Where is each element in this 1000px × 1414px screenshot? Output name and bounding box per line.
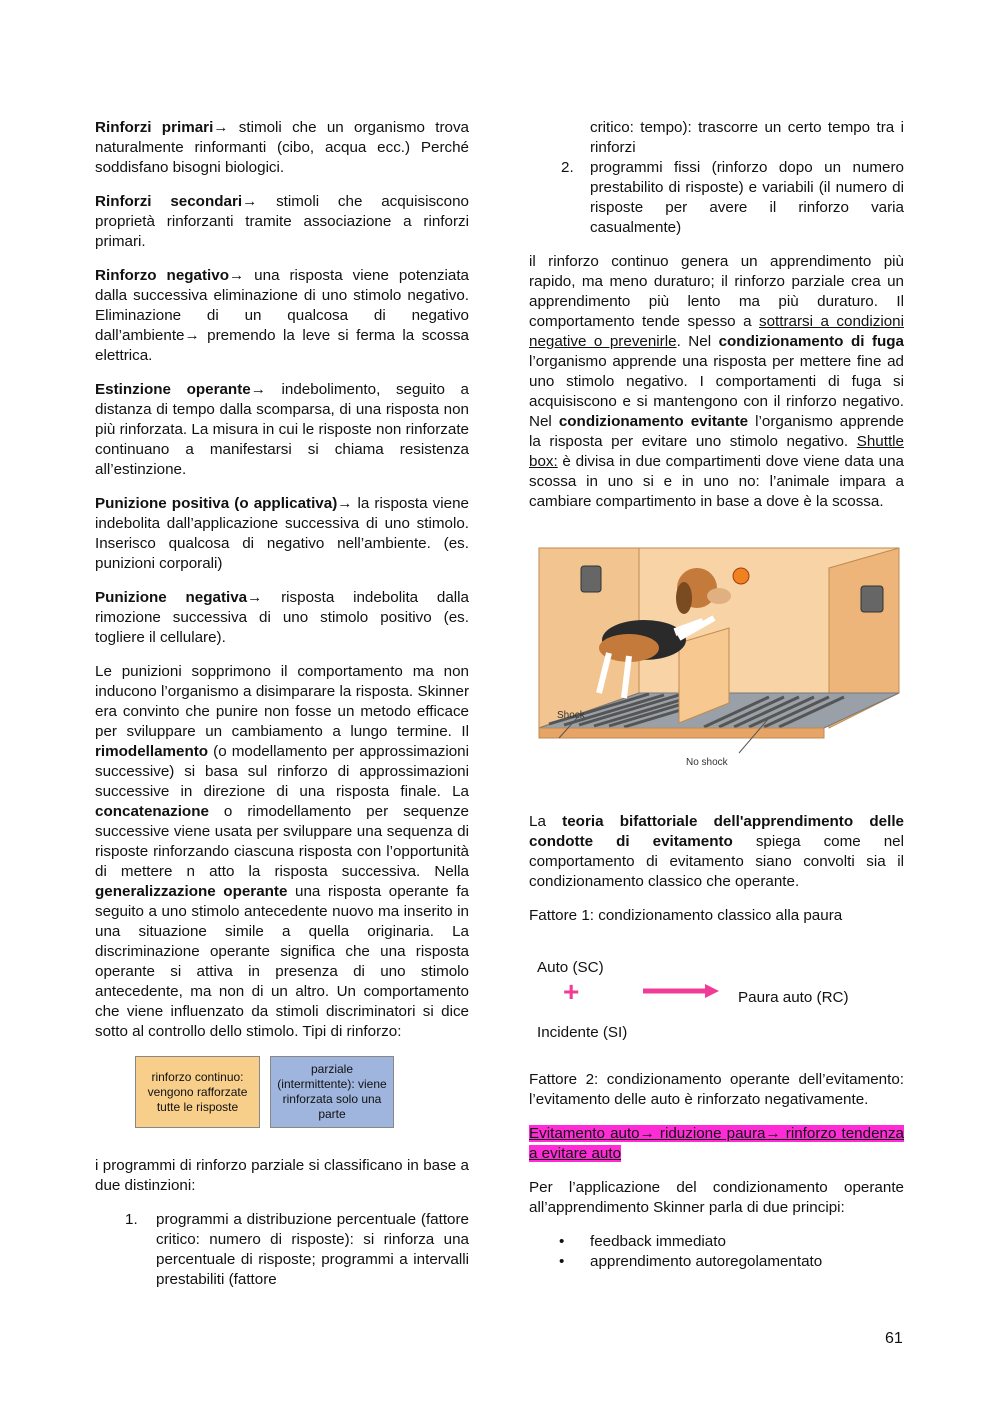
- arrow-right-icon: [643, 984, 719, 998]
- list-item-text: critico: tempo): trascorre un certo tempo tra i rinforzi: [590, 119, 904, 156]
- text: rinforzo tendenza a evitare auto: [529, 1125, 905, 1162]
- term-estinzione-operante: Estinzione operante: [95, 381, 251, 398]
- arrow-glyph: →: [213, 119, 229, 136]
- text: una risposta operante fa seguito a uno stimolo antecedente nuovo ma inserito in una situazione simile a quella originaria. La discriminazione operante significa che una risposta operante si attiva in presenza di uno stimolo antecedente, ma non di un altro. Un comportamento che viene influenzato da stimoli discriminatori si dice sotto al controllo dello stimolo. Tipi di rinforzo:: [95, 883, 469, 1040]
- shuttle-box-figure: [529, 528, 904, 798]
- text: la risposta viene indebolita dall’applicazione successiva di uno stimolo. Inserisco qualcosa di negativo nell’ambiente. (es. punizioni corporali): [95, 495, 469, 572]
- box-rinforzo-parziale: parziale (intermittente): viene rinforzata solo una parte: [270, 1056, 394, 1128]
- reinforcement-types-diagram: [95, 1056, 469, 1148]
- list-item-text: programmi a distribuzione percentuale (fattore critico: numero di risposte): si rinforza una percentuale di risposte; programmi a intervalli prestabiliti (fattore: [156, 1211, 469, 1288]
- paragraph-estinzione-operante: [95, 380, 469, 480]
- paragraph-rinforzo-continuo: [529, 252, 904, 512]
- underlined-text: sottrarsi a condizioni negative o prevenirle: [529, 313, 904, 350]
- list-item-text: programmi fissi (rinforzo dopo un numero prestabilito di risposte) e variabili (il numero di risposte per avere il rinforzo varia casualmente): [590, 159, 904, 236]
- right-column: [529, 118, 904, 1286]
- bullet-item: [529, 1252, 904, 1272]
- label-no-shock: No shock: [686, 757, 728, 768]
- text: l’organismo apprende una risposta per mettere fine ad uno stimolo negativo. I comportamenti di fuga si acquisiscono e si mantengono con il rinforzo negativo. Nel: [529, 353, 904, 430]
- paragraph-fattore-2: Fattore 2: condizionamento operante dell’evitamento: l’evitamento delle auto è rinforzato negativamente.: [529, 1071, 904, 1108]
- text: spiega come nel comportamento di evitamento siano convolti sia il condizionamento classico che operante.: [529, 833, 904, 890]
- highlighted-text: [529, 1125, 904, 1162]
- label-si: Incidente (SI): [537, 1024, 628, 1041]
- paragraph-punizione-negativa: [95, 588, 469, 648]
- text: è divisa in due compartimenti dove viene data una scossa in uno si e in uno no: l’animale impara a cambiare compartimento in base a dove è la scossa.: [529, 453, 904, 510]
- term-concatenazione: concatenazione: [95, 803, 209, 820]
- text: indebolimento, seguito a distanza di tempo dalla scomparsa, di una risposta non più rinforzata. La misura in cui le risposte non rinforzate continuano a manifestarsi si chiama resistenza all’estinzione.: [95, 381, 469, 478]
- text: risposta indebolita dalla rimozione successiva di uno stimolo positivo (es. togliere il cellulare).: [95, 589, 469, 646]
- bullet-text: feedback immediato: [590, 1233, 726, 1250]
- term-rinforzi-secondari: Rinforzi secondari: [95, 193, 243, 210]
- shuttle-box-illustration: [529, 528, 904, 798]
- list-item: [95, 1210, 469, 1290]
- list-marker: 2.: [561, 159, 574, 176]
- paragraph-rinforzo-negativo: [95, 266, 469, 366]
- arrow-glyph: →: [184, 327, 200, 344]
- term-generalizzazione-operante: generalizzazione operante: [95, 883, 288, 900]
- term-punizione-positiva: Punizione positiva (o applicativa): [95, 495, 338, 512]
- list-marker: 1.: [125, 1211, 138, 1228]
- text: La: [529, 813, 563, 830]
- text: premendo la leve si ferma la scossa elettrica.: [95, 327, 469, 364]
- bullet-item: [529, 1232, 904, 1252]
- paragraph-principi: Per l’applicazione del condizionamento operante all’apprendimento Skinner parla di due principi:: [529, 1179, 904, 1216]
- text: Le punizioni sopprimono il comportamento ma non inducono l’organismo a disimparare la risposta. Skinner era convinto che punire non fosse un metodo efficace per sviluppare un cambiamento a lungo termine. Il: [95, 663, 469, 740]
- arrow-glyph: →: [229, 267, 245, 284]
- label-rc: Paura auto (RC): [738, 989, 849, 1006]
- text: o rimodellamento per sequenze successive viene usata per sviluppare una sequenza di risposte rinforzando ciascuna risposta con l’opportunità di mettere n atto la risposta successiva. Nella: [95, 803, 469, 880]
- bullet-list: [529, 1232, 904, 1272]
- bullet-icon: •: [559, 1253, 565, 1270]
- arrow-glyph: →: [242, 193, 258, 210]
- list-item-continued: [529, 118, 904, 158]
- paragraph-fattore-1: Fattore 1: condizionamento classico alla paura: [529, 907, 843, 924]
- term-teoria-bifattoriale: teoria bifattoriale dell'apprendimento delle condotte di evitamento: [529, 813, 904, 850]
- term-rinforzi-primari: Rinforzi primari: [95, 119, 214, 136]
- light-right-icon: [861, 586, 883, 612]
- numbered-list: [95, 1210, 469, 1290]
- label-sc: Auto (SC): [537, 959, 604, 976]
- paragraph-punizione-positiva: [95, 494, 469, 574]
- numbered-list-continued: [529, 118, 904, 238]
- text: stimoli che un organismo trova naturalmente rinformanti (cibo, acqua ecc.) Perché soddisfano bisogni biologici.: [95, 119, 469, 176]
- text: l’organismo apprende la risposta per evitare uno stimolo negativo.: [529, 413, 904, 450]
- left-column: [95, 118, 469, 1304]
- arrow-glyph: →: [765, 1125, 781, 1142]
- arrow-glyph: →: [337, 495, 353, 512]
- text: (o modellamento per approssimazioni successive) si basa sul rinforzo di approssimazioni successive in direzione di una risposta finale. La: [95, 743, 469, 800]
- plus-icon: +: [563, 976, 580, 1007]
- text: . Nel: [676, 333, 719, 350]
- term-rinforzo-negativo: Rinforzo negativo: [95, 267, 230, 284]
- paragraph-rinforzi-primari: [95, 118, 469, 178]
- page-number: 61: [885, 1330, 903, 1347]
- bullet-icon: •: [559, 1233, 565, 1250]
- text: una risposta viene potenziata dalla successiva eliminazione di uno stimolo negativo. Eliminazione di un qualcosa di negativo dall’ambiente: [95, 267, 470, 344]
- paragraph-punizioni: [95, 662, 469, 1042]
- term-rimodellamento: rimodellamento: [95, 743, 209, 760]
- paragraph-highlighted: [529, 1124, 904, 1164]
- term-condizionamento-di-fuga: condizionamento di fuga: [718, 333, 905, 350]
- label-shock: Shock: [557, 710, 585, 721]
- bullet-text: apprendimento autoregolamentato: [590, 1253, 823, 1270]
- paragraph-teoria-bifattoriale: [529, 812, 904, 892]
- light-on-icon: [733, 568, 749, 584]
- text: stimoli che acquisiscono proprietà rinforzanti tramite associazione a rinforzi primari.: [95, 193, 469, 250]
- underlined-text: Shuttle box:: [529, 433, 904, 470]
- term-punizione-negativa: Punizione negativa: [95, 589, 248, 606]
- arrow-glyph: →: [247, 589, 263, 606]
- text: Evitamento auto: [529, 1125, 640, 1142]
- conditioning-scheme: [529, 940, 904, 1060]
- arrow-glyph: →: [250, 381, 266, 398]
- arrow-glyph: →: [639, 1125, 655, 1142]
- paragraph-rinforzi-secondari: [95, 192, 469, 252]
- box-rinforzo-continuo: rinforzo continuo: vengono rafforzate tutte le risposte: [135, 1056, 260, 1128]
- paragraph-programmi: i programmi di rinforzo parziale si classificano in base a due distinzioni:: [95, 1157, 469, 1194]
- box-front-edge: [539, 728, 824, 738]
- text: il rinforzo continuo genera un apprendimento più rapido, ma meno duraturo; il rinforzo parziale crea un apprendimento più lento ma più duraturo. Il comportamento tende spesso a: [529, 253, 904, 330]
- term-condizionamento-evitante: condizionamento evitante: [558, 413, 749, 430]
- list-item: [529, 158, 904, 238]
- text: riduzione paura: [654, 1125, 766, 1142]
- light-left-icon: [581, 566, 601, 592]
